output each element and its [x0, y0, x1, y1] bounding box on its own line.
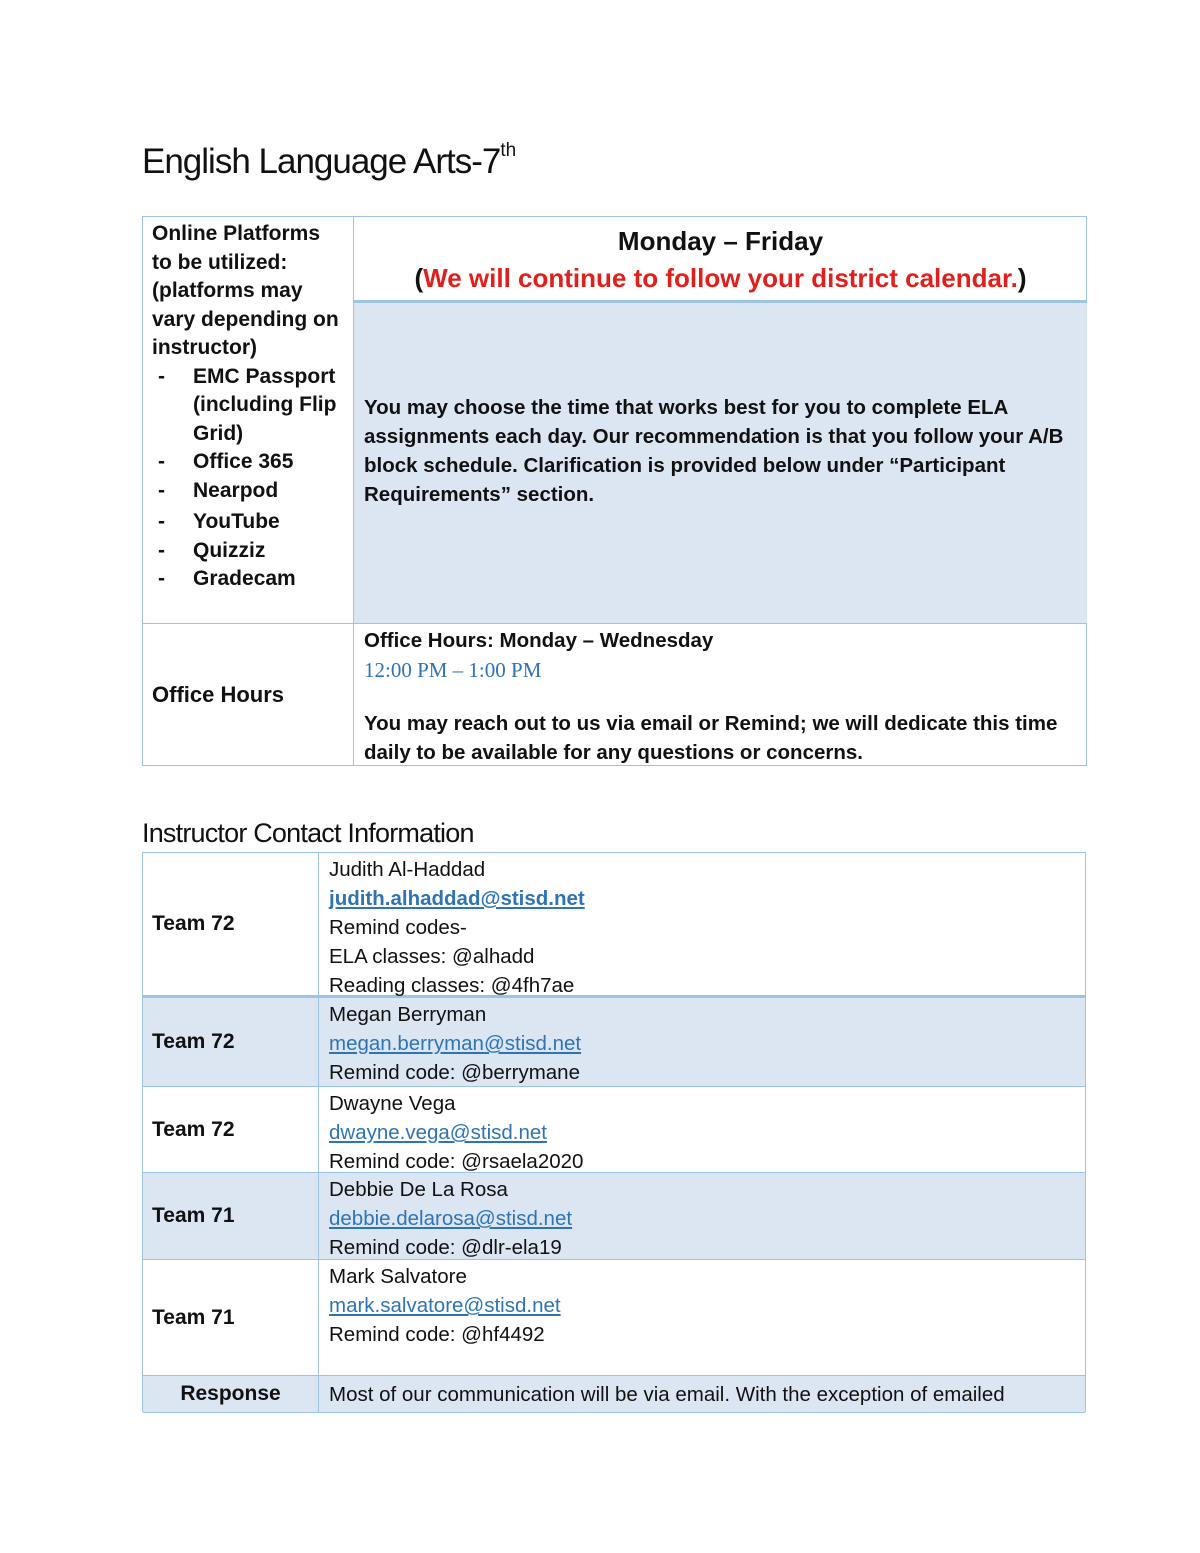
remind-code-ela: ELA classes: @alhadd: [329, 945, 535, 968]
calendar-note-text: We will continue to follow your district calendar.: [423, 263, 1018, 293]
instructor-info: [319, 1173, 1085, 1259]
platform-item: - Office 365: [152, 448, 344, 477]
contact-table: [142, 852, 1086, 1412]
remind-code: Remind code: @rsaela2020: [329, 1150, 584, 1173]
days-header-cell: [354, 217, 1087, 303]
instructor-email-link[interactable]: megan.berryman@stisd.net: [329, 1032, 582, 1055]
instructor-info: [319, 1260, 1085, 1375]
platform-item: - Gradecam: [152, 565, 344, 594]
contact-heading: Instructor Contact Information: [142, 818, 474, 848]
days-heading: Monday – Friday: [617, 226, 824, 256]
title-superscript: th: [500, 140, 517, 162]
remind-codes: Remind codes-: [329, 916, 467, 939]
instructor-name: Judith Al-Haddad: [329, 858, 486, 881]
schedule-table: [142, 216, 1087, 766]
remind-code: Remind code: @hf4492: [329, 1323, 545, 1346]
platform-item: - Quizziz: [152, 537, 344, 566]
platforms-list: [152, 363, 344, 594]
instructor-info: [319, 998, 1085, 1086]
response-text: Most of our communication will be via email. With the exception of emailed: [329, 1383, 1005, 1406]
table-row: [143, 1173, 1085, 1260]
instructor-info: [319, 1087, 1085, 1172]
team-label: Team 71: [143, 1173, 319, 1259]
table-row: [143, 1376, 1085, 1413]
remind-code: Remind code: @dlr-ela19: [329, 1236, 562, 1259]
team-label: Team 72: [143, 998, 319, 1086]
calendar-note: (We will continue to follow your district calendar.): [414, 263, 1027, 293]
instructor-email-link[interactable]: dwayne.vega@stisd.net: [329, 1121, 547, 1144]
platforms-cell: [143, 217, 354, 624]
instructor-name: Mark Salvatore: [329, 1265, 467, 1288]
table-row: [143, 998, 1085, 1087]
remind-code-reading: Reading classes: @4fh7ae: [329, 974, 575, 997]
instructor-name: Debbie De La Rosa: [329, 1178, 508, 1201]
remind-code: Remind code: @berrymane: [329, 1061, 580, 1084]
office-hours-time: 12:00 PM – 1:00 PM: [364, 657, 542, 682]
instructor-email-link[interactable]: debbie.delarosa@stisd.net: [329, 1207, 573, 1230]
instructor-email-link[interactable]: mark.salvatore@stisd.net: [329, 1294, 561, 1317]
instructor-name: Dwayne Vega: [329, 1092, 456, 1115]
instructor-name: Megan Berryman: [329, 1003, 487, 1026]
schedule-text: You may choose the time that works best for you to complete ELA assignments each day. Our recommendation is that you follow your A/B block schedule. Clarification is provided below under “Participant Requirements” section.: [364, 396, 1064, 506]
platform-item: - EMC Passport (including Flip Grid): [152, 363, 344, 449]
office-hours-cell: [354, 624, 1087, 765]
platform-item: - YouTube: [152, 508, 344, 537]
office-hours-note: You may reach out to us via email or Remind; we will dedicate this time daily to be available for any questions or concerns.: [364, 712, 1058, 764]
team-label: Team 72: [143, 853, 319, 995]
page-title: English Language Arts-7th: [142, 140, 517, 181]
platforms-heading: Online Platforms to be utilized: (platforms may vary depending on instructor): [152, 222, 339, 359]
table-row: [143, 1260, 1085, 1376]
instructor-email-link[interactable]: judith.alhaddad@stisd.net: [329, 887, 585, 910]
platform-item: - Nearpod: [152, 477, 344, 506]
table-row: [143, 853, 1085, 998]
team-label: Team 72: [143, 1087, 319, 1172]
office-hours-days: Office Hours: Monday – Wednesday: [364, 629, 714, 652]
instructor-info: [319, 853, 1085, 995]
schedule-text-cell: [354, 303, 1087, 624]
office-hours-label: Office Hours: [143, 624, 354, 765]
team-label: Team 71: [143, 1260, 319, 1375]
table-row: [143, 1087, 1085, 1173]
response-label: Response: [143, 1376, 319, 1412]
